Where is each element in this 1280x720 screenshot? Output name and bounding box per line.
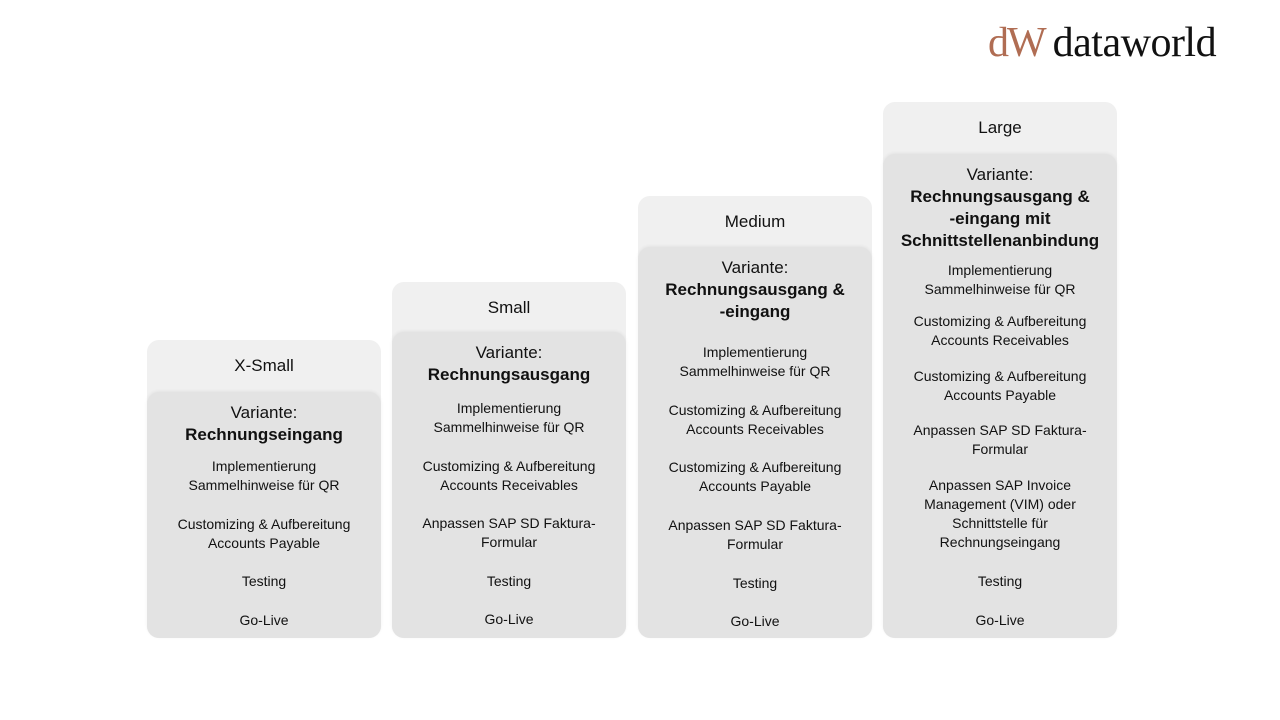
step-line: Accounts Payable (943, 387, 1057, 403)
step-line: Sammelhinweise für QR (924, 281, 1076, 297)
step-item (400, 514, 618, 552)
variant-name-line: Rechnungsausgang & (910, 187, 1090, 206)
variant-name-line: Rechnungsausgang (427, 365, 591, 384)
step-line: Rechnungseingang (939, 534, 1061, 550)
step-line: Customizing & Aufbereitung (668, 459, 842, 475)
step-line: Anpassen SAP SD Faktura- (913, 422, 1087, 438)
variant-name-line: Rechnungseingang (185, 425, 343, 444)
step-line: Anpassen SAP Invoice (928, 477, 1072, 493)
step-line: Formular (480, 534, 537, 550)
step-line: Go-Live (730, 613, 780, 629)
step-item (891, 611, 1109, 630)
step-item (646, 574, 864, 593)
variant-block (901, 164, 1099, 252)
step-item (400, 457, 618, 495)
variant-block (185, 402, 343, 446)
step-line: Anpassen SAP SD Faktura- (422, 515, 596, 531)
package-title: X-Small (234, 356, 294, 375)
step-line: Customizing & Aufbereitung (177, 516, 351, 532)
package-title: Large (978, 118, 1022, 137)
logo-wordmark: dataworld (1052, 20, 1217, 66)
step-line: Customizing & Aufbereitung (422, 458, 596, 474)
variant-label: Variante: (230, 403, 298, 422)
variant-name-line: Rechnungsausgang & (665, 280, 845, 299)
step-item (891, 476, 1109, 552)
step-line: Accounts Receivables (440, 477, 578, 493)
step-line: Implementierung (947, 262, 1053, 278)
step-line: Schnittstelle für (952, 515, 1048, 531)
step-item (646, 516, 864, 554)
step-item (155, 515, 373, 553)
step-line: Go-Live (484, 611, 534, 627)
package-title: Medium (724, 212, 786, 231)
step-line: Implementierung (702, 344, 808, 360)
step-line: Accounts Receivables (686, 421, 824, 437)
step-item (891, 367, 1109, 405)
step-line: Accounts Payable (698, 478, 812, 494)
step-line: Formular (971, 441, 1028, 457)
step-item (400, 610, 618, 629)
step-item (155, 611, 373, 630)
step-item (400, 572, 618, 591)
step-line: Testing (241, 573, 287, 589)
step-item (400, 399, 618, 437)
variant-name-line: -eingang (719, 302, 791, 321)
variant-label: Variante: (721, 258, 789, 277)
step-line: Implementierung (456, 400, 562, 416)
step-item (155, 572, 373, 591)
variant-block (428, 342, 590, 386)
step-line: Sammelhinweise für QR (433, 419, 585, 435)
package-card-large (883, 102, 1117, 638)
logo-mark: dW (988, 20, 1045, 66)
package-card-medium (638, 196, 872, 638)
step-item (646, 612, 864, 631)
variant-block (665, 257, 844, 323)
step-line: Formular (726, 536, 783, 552)
dataworld-logo (988, 22, 1216, 64)
step-line: Testing (732, 575, 778, 591)
step-line: Customizing & Aufbereitung (913, 313, 1087, 329)
step-line: Go-Live (239, 612, 289, 628)
step-line: Management (VIM) oder (924, 496, 1076, 512)
step-line: Anpassen SAP SD Faktura- (668, 517, 842, 533)
step-line: Implementierung (211, 458, 317, 474)
step-line: Testing (977, 573, 1023, 589)
step-line: Testing (486, 573, 532, 589)
step-line: Accounts Payable (207, 535, 321, 551)
step-item (646, 401, 864, 439)
step-item (891, 312, 1109, 350)
step-item (891, 421, 1109, 459)
variant-name-line: -eingang mit (949, 209, 1051, 228)
step-line: Customizing & Aufbereitung (668, 402, 842, 418)
step-line: Sammelhinweise für QR (188, 477, 340, 493)
variant-name-line: Schnittstellenanbindung (900, 231, 1100, 250)
step-line: Sammelhinweise für QR (679, 363, 831, 379)
step-item (891, 572, 1109, 591)
variant-label: Variante: (966, 165, 1034, 184)
step-item (646, 458, 864, 496)
package-title: Small (487, 298, 531, 317)
step-item (891, 261, 1109, 299)
step-line: Customizing & Aufbereitung (913, 368, 1087, 384)
package-card-x-small (147, 340, 381, 638)
step-line: Accounts Receivables (931, 332, 1069, 348)
step-item (646, 343, 864, 381)
step-line: Go-Live (975, 612, 1025, 628)
package-card-small (392, 282, 626, 638)
step-item (155, 457, 373, 495)
variant-label: Variante: (475, 343, 543, 362)
